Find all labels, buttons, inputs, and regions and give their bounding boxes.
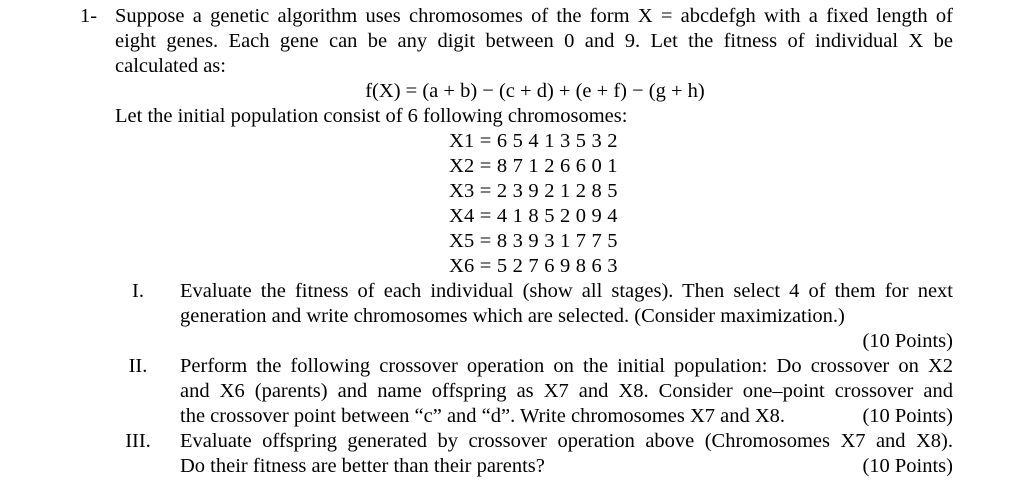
part-text: the crossover point between “c” and “d”. Write chromosomes X7 and X8. (180, 405, 786, 427)
intro-text: calculated as: (115, 55, 226, 77)
chromosome-entry (449, 229, 618, 254)
chromosome-row (0, 154, 1021, 179)
part-text: Perform the following crossover operation on the initial population: Do crossover on X2 (180, 355, 953, 377)
chromosome-entry (449, 204, 618, 229)
chromosome-genes: 4 1 8 5 2 0 9 4 (496, 205, 618, 227)
document-page (0, 4, 1021, 479)
chromosome-genes: 8 7 1 2 6 6 0 1 (496, 155, 618, 177)
part-iii-line-1 (0, 429, 1021, 454)
part-ii-line-2 (0, 379, 1021, 404)
intro-line-1 (0, 4, 1021, 29)
part-ii-line-1 (0, 354, 1021, 379)
part-numeral: III. (125, 430, 151, 452)
part-i-points-line (0, 329, 1021, 354)
part-i-line-1 (0, 279, 1021, 304)
fitness-formula: f(X) = (a + b) − (c + d) + (e + f) − (g + h) (365, 80, 705, 102)
chromosome-entry (449, 129, 618, 154)
intro-line-3 (0, 54, 1021, 79)
part-numeral: I. (132, 280, 144, 302)
part-text: Evaluate the fitness of each individual (show all stages). Then select 4 of them for next (180, 280, 953, 302)
intro-text: eight genes. Each gene can be any digit between 0 and 9. Let the fitness of individual X be (115, 30, 953, 52)
question-number: 1- (80, 5, 98, 27)
chromosome-row (0, 254, 1021, 279)
part-text: generation and write chromosomes which are selected. (Consider maximization.) (180, 305, 845, 327)
chromosome-entry (449, 179, 618, 204)
chromosome-row (0, 129, 1021, 154)
intro-text: Suppose a genetic algorithm uses chromosomes of the form X = abcdefgh with a fixed length of (115, 5, 953, 27)
chromosome-row (0, 229, 1021, 254)
part-text: Do their fitness are better than their parents? (180, 455, 545, 477)
chromosome-genes: 6 5 4 1 3 5 3 2 (496, 130, 618, 152)
chromosome-genes: 2 3 9 2 1 2 8 5 (496, 180, 618, 202)
fitness-formula-line (0, 79, 1021, 104)
points-label: (10 Points) (862, 330, 953, 352)
chromosome-entry (449, 154, 618, 179)
part-iii-line-2 (0, 454, 1021, 479)
chromosome-label: X1 = (449, 130, 492, 152)
chromosome-label: X2 = (449, 155, 492, 177)
part-text: Evaluate offspring generated by crossover operation above (Chromosomes X7 and X8). (180, 430, 953, 452)
chromosome-genes: 5 2 7 6 9 8 6 3 (496, 255, 618, 277)
population-intro: Let the initial population consist of 6 following chromosomes: (115, 105, 628, 127)
part-text: and X6 (parents) and name offspring as X7 and X8. Consider one–point crossover and (180, 380, 953, 402)
chromosome-row (0, 204, 1021, 229)
part-i-line-2 (0, 304, 1021, 329)
chromosome-row (0, 179, 1021, 204)
chromosome-label: X4 = (449, 205, 492, 227)
part-ii-line-3 (0, 404, 1021, 429)
intro-line-2 (0, 29, 1021, 54)
part-numeral: II. (128, 355, 148, 377)
population-intro-line (0, 104, 1021, 129)
chromosome-label: X3 = (449, 180, 492, 202)
chromosome-label: X5 = (449, 230, 492, 252)
chromosome-genes: 8 3 9 3 1 7 7 5 (496, 230, 618, 252)
chromosome-label: X6 = (449, 255, 492, 277)
points-label: (10 Points) (862, 455, 953, 477)
points-label: (10 Points) (862, 405, 953, 427)
chromosome-entry (449, 254, 618, 279)
